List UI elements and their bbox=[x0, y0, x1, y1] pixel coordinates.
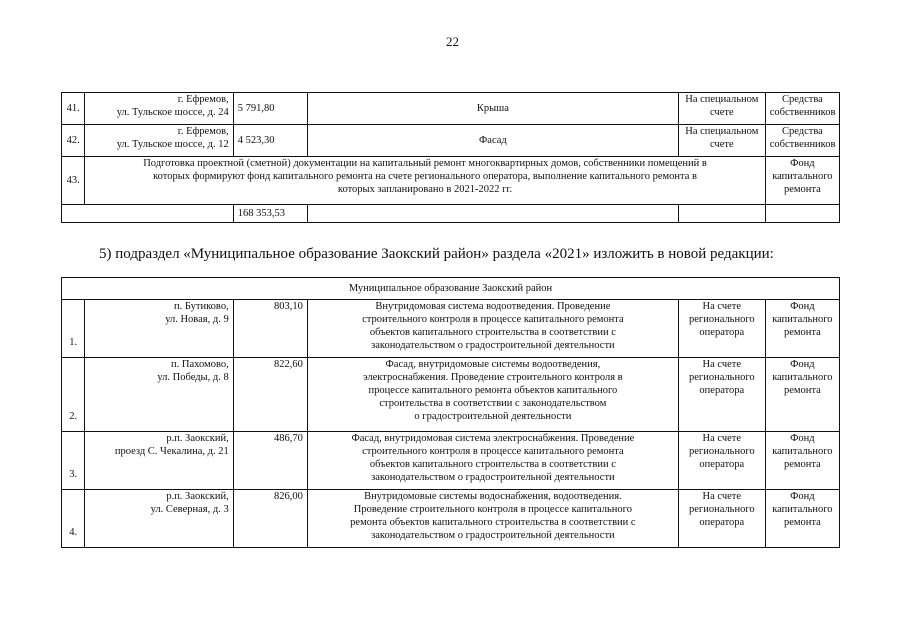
empty-cell bbox=[765, 205, 839, 223]
source-cell: Фонд капитального ремонта bbox=[765, 300, 839, 358]
empty-cell bbox=[307, 205, 678, 223]
address-cell: п. Пахомово, ул. Победы, д. 8 bbox=[85, 358, 233, 432]
table-row bbox=[62, 157, 840, 205]
cost-cell: 803,10 bbox=[233, 300, 307, 358]
account-cell: На счете регионального оператора bbox=[678, 432, 765, 490]
row-number: 1. bbox=[62, 300, 85, 358]
description-cell: Подготовка проектной (сметной) документации на капитальный ремонт многоквартирных домов, собственники помещений в которых формируют фонд капитального ремонта на счете регионального оператора, выполнение капитального ремонта в которых запланировано в 2021-2022 гг. bbox=[85, 157, 765, 205]
table-row bbox=[62, 300, 840, 358]
work-cell: Фасад, внутридомовая система электроснабжения. Проведение строительного контроля в процессе капитального ремонта объектов капитального строительства в соответствии с законодательством о градостроительной деятельности bbox=[307, 432, 678, 490]
source-cell: Фонд капитального ремонта bbox=[765, 358, 839, 432]
source-cell: Средства собственников bbox=[765, 125, 839, 157]
instruction-text: 5) подраздел «Муниципальное образование Заокский район» раздела «2021» изложить в новой редакции: bbox=[99, 246, 774, 262]
source-cell: Фонд капитального ремонта bbox=[765, 490, 839, 548]
table-row bbox=[62, 490, 840, 548]
address-cell: г. Ефремов, ул. Тульское шоссе, д. 24 bbox=[85, 93, 233, 125]
account-cell: На специальном счете bbox=[678, 125, 765, 157]
address-cell: р.п. Заокский, проезд С. Чекалина, д. 21 bbox=[85, 432, 233, 490]
row-number: 2. bbox=[62, 358, 85, 432]
work-cell: Фасад bbox=[307, 125, 678, 157]
table-row bbox=[62, 432, 840, 490]
account-cell: На счете регионального оператора bbox=[678, 300, 765, 358]
cost-cell: 4 523,30 bbox=[233, 125, 307, 157]
row-number: 41. bbox=[62, 93, 85, 125]
total-cost-cell: 168 353,53 bbox=[233, 205, 307, 223]
address-cell: г. Ефремов, ул. Тульское шоссе, д. 12 bbox=[85, 125, 233, 157]
page-number: 22 bbox=[446, 34, 459, 49]
table-row bbox=[62, 93, 840, 125]
account-cell: На специальном счете bbox=[678, 93, 765, 125]
row-number: 43. bbox=[62, 157, 85, 205]
work-cell: Внутридомовые системы водоснабжения, водоотведения. Проведение строительного контроля в процессе капитального ремонта объектов капитального строительства в соответствии с законодательством о градостроительной деятельности bbox=[307, 490, 678, 548]
address-cell: п. Бутиково, ул. Новая, д. 9 bbox=[85, 300, 233, 358]
row-number: 3. bbox=[62, 432, 85, 490]
source-cell: Фонд капитального ремонта bbox=[765, 432, 839, 490]
cost-cell: 822,60 bbox=[233, 358, 307, 432]
account-cell: На счете регионального оператора bbox=[678, 490, 765, 548]
table-row bbox=[62, 125, 840, 157]
total-row bbox=[62, 205, 840, 223]
cost-cell: 5 791,80 bbox=[233, 93, 307, 125]
row-number: 42. bbox=[62, 125, 85, 157]
empty-cell bbox=[678, 205, 765, 223]
work-cell: Внутридомовая система водоотведения. Проведение строительного контроля в процессе капитального ремонта объектов капитального строительства в соответствии с законодательством о градостроительной деятельности bbox=[307, 300, 678, 358]
work-cell: Фасад, внутридомовые системы водоотведения, электроснабжения. Проведение строительного контроля в процессе капитального ремонта объектов капитального строительства в соответствии с законодательством о градостроительной деятельности bbox=[307, 358, 678, 432]
cost-cell: 486,70 bbox=[233, 432, 307, 490]
table-header-row bbox=[62, 278, 840, 300]
bottom-table bbox=[61, 277, 840, 548]
work-cell: Крыша bbox=[307, 93, 678, 125]
address-cell: р.п. Заокский, ул. Северная, д. 3 bbox=[85, 490, 233, 548]
source-cell: Фонд капитального ремонта bbox=[765, 157, 839, 205]
table-header: Муниципальное образование Заокский район bbox=[62, 278, 840, 300]
empty-cell bbox=[62, 205, 234, 223]
source-cell: Средства собственников bbox=[765, 93, 839, 125]
table-row bbox=[62, 358, 840, 432]
row-number: 4. bbox=[62, 490, 85, 548]
top-table bbox=[61, 92, 840, 223]
cost-cell: 826,00 bbox=[233, 490, 307, 548]
account-cell: На счете регионального оператора bbox=[678, 358, 765, 432]
